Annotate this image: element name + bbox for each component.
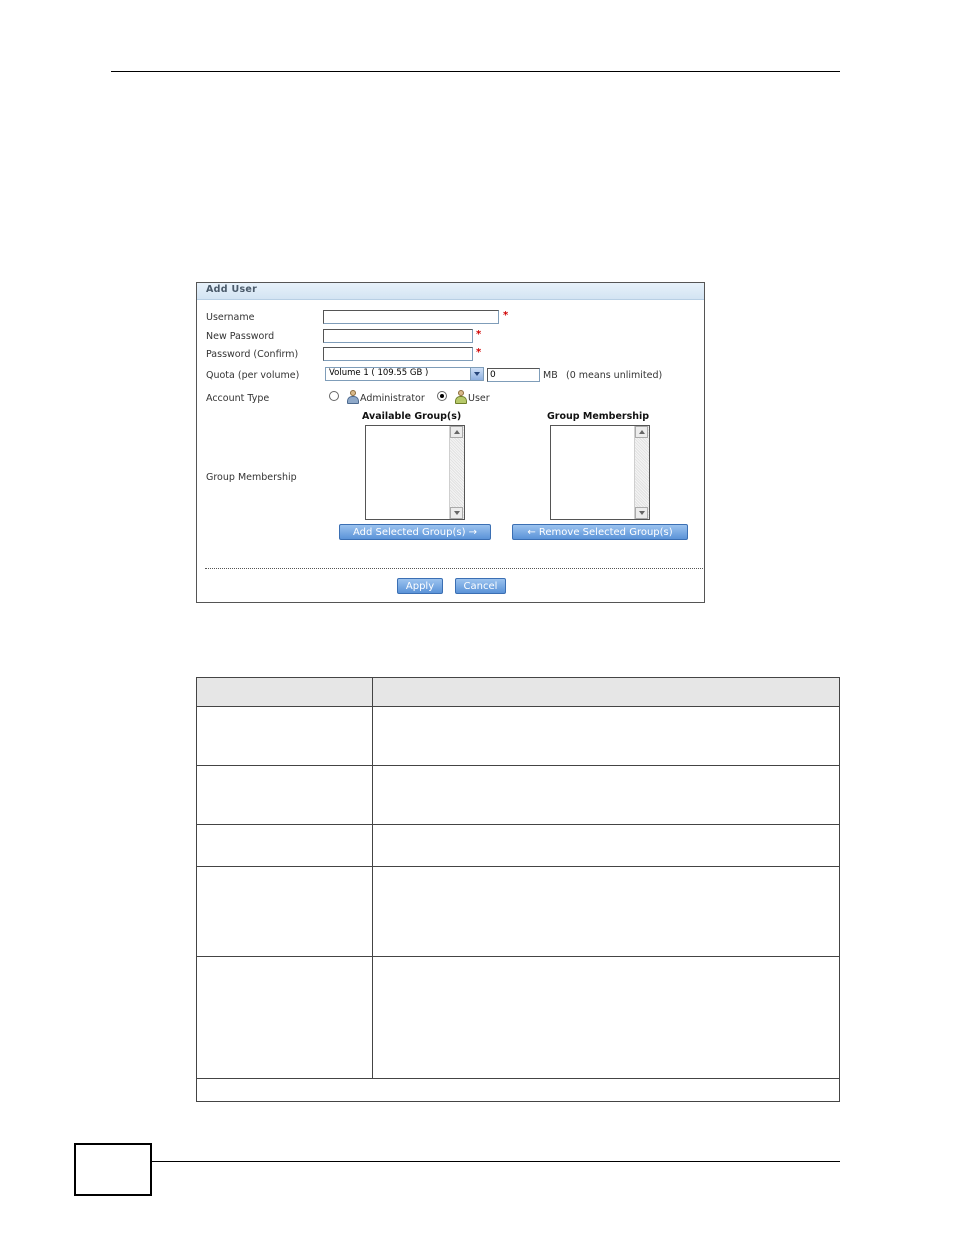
header-rule <box>111 71 840 72</box>
account-type-label: Account Type <box>206 393 270 404</box>
page-number-box <box>74 1143 152 1196</box>
username-required-mark: * <box>503 310 509 321</box>
username-label: Username <box>206 312 255 323</box>
description-table <box>196 677 840 1102</box>
table-row-divider <box>197 866 839 867</box>
add-user-panel <box>196 282 705 603</box>
quota-unit: MB <box>543 370 558 381</box>
quota-label: Quota (per volume) <box>206 370 300 381</box>
password-confirm-required-mark: * <box>476 347 482 358</box>
volume-select[interactable] <box>325 367 484 381</box>
membership-title: Group Membership <box>547 411 650 422</box>
administrator-icon <box>347 390 359 405</box>
group-membership-scrollbar[interactable] <box>634 426 649 519</box>
new-password-input[interactable] <box>323 329 473 343</box>
volume-select-value: Volume 1 ( 109.55 GB ) <box>329 368 429 378</box>
account-type-administrator-radio[interactable] <box>329 391 339 401</box>
table-row-divider <box>197 1078 839 1079</box>
account-type-user-radio[interactable] <box>437 391 447 401</box>
scroll-down-icon[interactable] <box>635 507 648 519</box>
divider <box>205 568 703 569</box>
account-type-administrator-label: Administrator <box>360 393 425 404</box>
quota-hint: (0 means unlimited) <box>566 370 663 381</box>
apply-button[interactable]: Apply <box>397 578 443 594</box>
chevron-down-icon[interactable] <box>470 368 483 380</box>
username-input[interactable] <box>323 310 499 324</box>
password-confirm-input[interactable] <box>323 347 473 361</box>
scroll-up-icon[interactable] <box>635 426 648 438</box>
new-password-label: New Password <box>206 331 275 342</box>
group-membership-label: Group Membership <box>206 472 297 483</box>
available-groups-title: Available Group(s) <box>362 411 462 422</box>
group-membership-list[interactable] <box>550 425 650 520</box>
table-header <box>197 678 839 707</box>
panel-title: Add User <box>206 284 258 295</box>
panel-header <box>197 283 704 300</box>
remove-selected-groups-button[interactable]: ← Remove Selected Group(s) <box>512 524 688 540</box>
quota-input[interactable] <box>487 368 540 382</box>
account-type-user-label: User <box>468 393 490 404</box>
column-divider <box>372 678 373 1078</box>
footer-rule <box>151 1161 840 1162</box>
table-row-divider <box>197 765 839 766</box>
add-selected-groups-button[interactable]: Add Selected Group(s) → <box>339 524 491 540</box>
cancel-button[interactable]: Cancel <box>455 578 506 594</box>
table-row-divider <box>197 956 839 957</box>
available-groups-list[interactable] <box>365 425 465 520</box>
password-confirm-label: Password (Confirm) <box>206 349 299 360</box>
user-icon <box>455 390 467 405</box>
scroll-down-icon[interactable] <box>450 507 463 519</box>
table-row-divider <box>197 824 839 825</box>
available-groups-scrollbar[interactable] <box>449 426 464 519</box>
scroll-up-icon[interactable] <box>450 426 463 438</box>
new-password-required-mark: * <box>476 329 482 340</box>
